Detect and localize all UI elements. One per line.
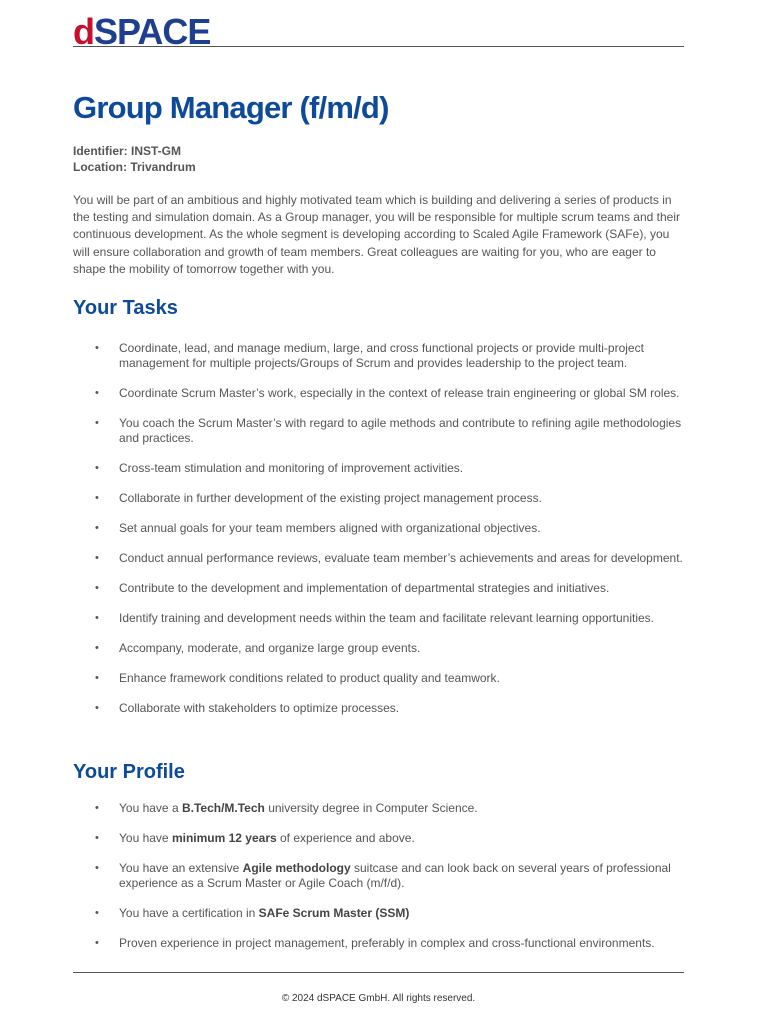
profile-text-pre: You have an extensive xyxy=(119,861,243,875)
bullet-icon: • xyxy=(95,642,99,654)
profile-text-pre: You have xyxy=(119,831,172,845)
bullet-icon: • xyxy=(95,702,99,714)
profile-text-bold: Agile methodology xyxy=(242,861,351,875)
profile-text-pre: You have a xyxy=(119,801,182,815)
bullet-icon: • xyxy=(95,462,99,474)
bullet-icon: • xyxy=(95,552,99,564)
profile-item xyxy=(73,801,684,816)
task-text: Identify training and development needs within the team and facilitate relevant learning opportunities. xyxy=(119,611,655,625)
bullet-icon: • xyxy=(95,612,99,624)
task-item xyxy=(73,701,684,716)
bullet-icon: • xyxy=(95,907,99,919)
task-item xyxy=(73,416,684,446)
job-meta xyxy=(73,143,196,175)
bullet-icon: • xyxy=(95,802,99,814)
task-item xyxy=(73,641,684,656)
profile-item xyxy=(73,936,684,951)
profile-item xyxy=(73,831,684,846)
profile-text-post: university degree in Computer Science. xyxy=(264,801,478,815)
task-item xyxy=(73,491,684,506)
logo-letter-d: d xyxy=(73,11,94,52)
bullet-icon: • xyxy=(95,862,99,874)
tasks-list xyxy=(73,341,684,716)
bullet-icon: • xyxy=(95,342,99,354)
task-text: Coordinate, lead, and manage medium, large, and cross functional projects or provide multi-project management for multiple projects/Groups of Scrum and provides leadership to the project team. xyxy=(119,341,644,370)
profile-text-bold: SAFe Scrum Master (SSM) xyxy=(258,906,410,920)
profile-item xyxy=(73,906,684,921)
bullet-icon: • xyxy=(95,672,99,684)
task-text: Conduct annual performance reviews, evaluate team member’s achievements and areas for development. xyxy=(119,551,683,565)
task-text: Cross-team stimulation and monitoring of improvement activities. xyxy=(119,461,464,475)
bullet-icon: • xyxy=(95,387,99,399)
task-item xyxy=(73,341,684,371)
task-text: Coordinate Scrum Master’s work, especially in the context of release train engineering or global SM roles. xyxy=(119,386,680,400)
profile-heading: Your Profile xyxy=(73,761,185,783)
task-item xyxy=(73,551,684,566)
profile-list xyxy=(73,801,684,966)
task-item xyxy=(73,461,684,476)
task-text: Collaborate with stakeholders to optimize processes. xyxy=(119,701,400,715)
task-text: You coach the Scrum Master’s with regard to agile methods and contribute to refining agile methodologies and practices. xyxy=(119,416,682,445)
profile-text-bold: B.Tech/M.Tech xyxy=(181,801,265,815)
header-divider xyxy=(73,46,684,47)
task-item xyxy=(73,611,684,626)
logo-wordmark: SPACE xyxy=(94,11,211,52)
task-text: Accompany, moderate, and organize large group events. xyxy=(119,641,421,655)
bullet-icon: • xyxy=(95,582,99,594)
copyright-footer: © 2024 dSPACE GmbH. All rights reserved. xyxy=(281,993,476,1004)
profile-text-pre: Proven experience in project management, preferably in complex and cross-functional environments. xyxy=(119,936,655,950)
footer-divider xyxy=(73,972,684,973)
intro-paragraph: You will be part of an ambitious and highly motivated team which is building and delivering a series of products in the testing and simulation domain. As a Group manager, you will be responsible for multiple scrum teams and their continuous development. As the whole segment is developing according to Scaled Agile Framework (SAFe), you will ensure collaboration and growth of team members. Great colleagues are waiting for you, who are eager to shape the mobility of tomorrow together with you. xyxy=(73,193,680,276)
page-title: Group Manager (f/m/d) xyxy=(73,90,389,125)
task-item xyxy=(73,581,684,596)
bullet-icon: • xyxy=(95,417,99,429)
profile-text-pre: You have a certification in xyxy=(119,906,259,920)
profile-text-post: of experience and above. xyxy=(276,831,415,845)
profile-text-post: suitcase and can look back on several years of professional experience as a Scrum Master or Agile Coach (m/f/d). xyxy=(119,861,671,890)
task-item xyxy=(73,671,684,686)
task-text: Contribute to the development and implementation of departmental strategies and initiatives. xyxy=(119,581,610,595)
identifier-text: Identifier: INST-GM xyxy=(73,144,181,158)
task-text: Enhance framework conditions related to product quality and teamwork. xyxy=(119,671,500,685)
location-text: Location: Trivandrum xyxy=(73,160,196,174)
task-item xyxy=(73,386,684,401)
profile-item xyxy=(73,861,684,891)
task-text: Collaborate in further development of the existing project management process. xyxy=(119,491,542,505)
profile-text-bold: minimum 12 years xyxy=(171,831,277,845)
bullet-icon: • xyxy=(95,522,99,534)
bullet-icon: • xyxy=(95,832,99,844)
bullet-icon: • xyxy=(95,937,99,949)
bullet-icon: • xyxy=(95,492,99,504)
task-text: Set annual goals for your team members aligned with organizational objectives. xyxy=(119,521,541,535)
task-item xyxy=(73,521,684,536)
tasks-heading: Your Tasks xyxy=(73,297,178,319)
